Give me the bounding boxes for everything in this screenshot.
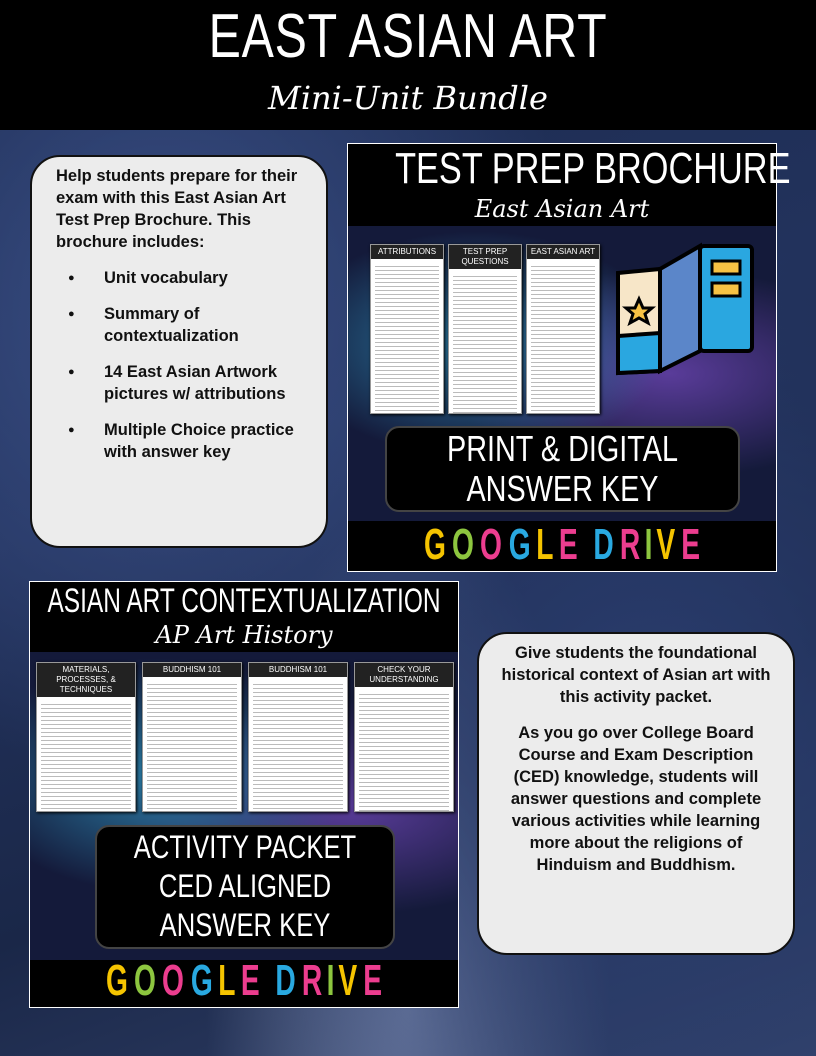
- google-drive-letter: V: [656, 520, 677, 569]
- page-heading: MATERIALS, PROCESSES, & TECHNIQUES: [37, 663, 135, 697]
- format-pill: [95, 825, 395, 949]
- page-heading: TEST PREP QUESTIONS: [449, 245, 521, 269]
- google-drive-letter: O: [134, 956, 157, 1005]
- card-title: TEST PREP BROCHURE: [395, 144, 791, 193]
- page-heading: CHECK YOUR UNDERSTANDING: [355, 663, 453, 687]
- page-heading: BUDDHISM 101: [249, 663, 347, 677]
- google-drive-letter: V: [338, 956, 359, 1005]
- google-drive-letter: R: [302, 956, 323, 1005]
- google-drive-letter: G: [508, 520, 532, 569]
- google-drive-letter: I: [644, 520, 654, 569]
- brochure-preview-page: [526, 244, 600, 414]
- google-drive-letter: O: [452, 520, 475, 569]
- google-drive-label: [30, 956, 458, 1006]
- brochure-description: [30, 155, 328, 548]
- google-drive-letter: E: [362, 956, 383, 1005]
- page-heading: EAST ASIAN ART: [527, 245, 599, 259]
- google-drive-letter: I: [326, 956, 336, 1005]
- brochure-preview-page: [448, 244, 522, 414]
- packet-description: [477, 632, 795, 955]
- card-title: ASIAN ART CONTEXTUALIZATION: [47, 582, 441, 620]
- google-drive-letter: R: [620, 520, 641, 569]
- packet-details: As you go over College Board Course and Exam Description (CED) knowledge, students will answer questions and complete various activities while learning more about the religions of Hinduism and Buddhism.: [510, 724, 762, 874]
- google-drive-letter: D: [593, 520, 615, 569]
- pill-line: ANSWER KEY: [159, 907, 331, 943]
- google-drive-letter: E: [240, 956, 261, 1005]
- page-heading: BUDDHISM 101: [143, 663, 241, 677]
- google-drive-letter: O: [480, 520, 503, 569]
- page-heading: ATTRIBUTIONS: [371, 245, 443, 259]
- test-prep-brochure-card: [347, 143, 791, 572]
- page-preview: [354, 662, 454, 812]
- format-pill: [385, 426, 740, 512]
- google-drive-label: [348, 520, 776, 570]
- google-drive-letter: [582, 520, 590, 570]
- contextualization-card: [29, 581, 459, 1008]
- google-drive-letter: G: [424, 520, 447, 569]
- pill-line: CED ALIGNED: [158, 868, 332, 904]
- google-drive-letter: [264, 956, 272, 1006]
- brochure-intro: Help students prepare for their exam with this East Asian Art Test Prep Brochure. This brochure includes:: [56, 167, 298, 251]
- google-drive-letter: E: [680, 520, 701, 569]
- list-item: ● Multiple Choice practice with answer key: [56, 419, 306, 463]
- brochure-icon: [610, 241, 760, 381]
- google-drive-letter: G: [106, 956, 129, 1005]
- list-item: ● Summary of contextualization: [56, 303, 306, 347]
- google-drive-letter: L: [218, 956, 237, 1005]
- google-drive-letter: E: [558, 520, 579, 569]
- pill-line: PRINT & DIGITAL: [447, 428, 678, 469]
- page-title: EAST ASIAN ART: [208, 2, 608, 71]
- brochure-preview-page: [370, 244, 444, 414]
- list-item: ● 14 East Asian Artwork pictures w/ attributions: [56, 361, 306, 405]
- google-drive-letter: O: [162, 956, 185, 1005]
- card-subtitle: East Asian Art: [474, 195, 650, 223]
- header: [0, 0, 816, 130]
- packet-intro: Give students the foundational historical context of Asian art with this activity packet.: [501, 644, 771, 706]
- google-drive-letter: D: [275, 956, 297, 1005]
- page-preview: [248, 662, 348, 812]
- page-subtitle: Mini-Unit Bundle: [268, 79, 548, 117]
- pill-line: ANSWER KEY: [466, 468, 659, 509]
- google-drive-letter: L: [536, 520, 555, 569]
- list-item: ● Unit vocabulary: [56, 267, 306, 289]
- page-preview: [142, 662, 242, 812]
- google-drive-letter: G: [190, 956, 214, 1005]
- page-preview: [36, 662, 136, 812]
- pill-line: ACTIVITY PACKET: [133, 829, 357, 865]
- brochure-feature-list: [56, 267, 306, 463]
- card-subtitle: AP Art History: [155, 621, 333, 649]
